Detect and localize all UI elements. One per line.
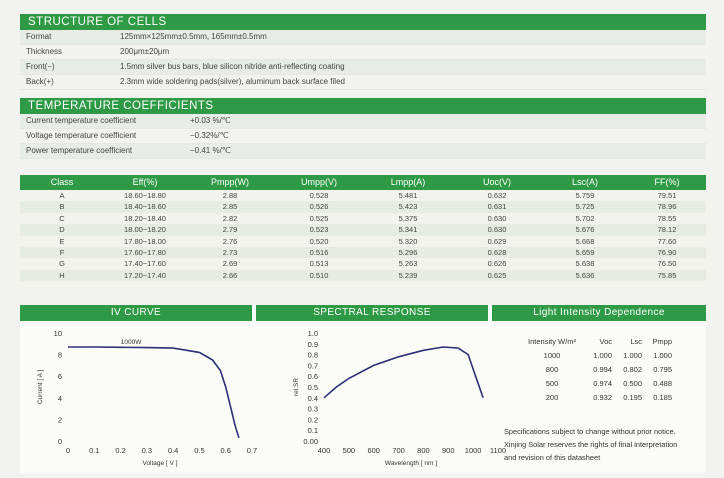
light-cell: 0.185 bbox=[653, 393, 672, 402]
structure-row bbox=[20, 30, 706, 45]
light-table-header bbox=[520, 335, 700, 349]
light-row bbox=[520, 349, 700, 363]
light-cell: 0.488 bbox=[653, 379, 672, 388]
class-header-cell: FF(%) bbox=[654, 177, 680, 187]
note-line: Xinjing Solar reserves the rights of final interpretation bbox=[504, 440, 678, 449]
light-cell: 500 bbox=[545, 379, 559, 388]
class-cell: 18.40−18.60 bbox=[124, 202, 166, 212]
class-header-cell: Eff(%) bbox=[132, 177, 158, 187]
light-cell: 1.000 bbox=[623, 351, 642, 360]
class-row bbox=[20, 201, 706, 212]
x-tick-label: 500 bbox=[342, 446, 356, 455]
class-cell: 5.636 bbox=[575, 270, 595, 280]
class-cell: 5.759 bbox=[575, 191, 595, 200]
x-tick-label: 700 bbox=[392, 446, 405, 455]
class-row bbox=[20, 247, 706, 258]
y-tick-label: 1.0 bbox=[307, 329, 318, 338]
class-cell: 5.320 bbox=[398, 236, 418, 246]
class-cell: 0.510 bbox=[309, 270, 329, 280]
structure-value: 125mm×125mm±0.5mm, 165mm±0.5mm bbox=[120, 32, 267, 41]
class-cell: G bbox=[59, 259, 65, 269]
y-tick-label: 0.6 bbox=[307, 372, 318, 382]
y-tick-label: 2 bbox=[57, 415, 62, 425]
y-tick-label: 6 bbox=[57, 372, 62, 382]
y-tick-label: 0.00 bbox=[303, 437, 318, 446]
class-cell: H bbox=[59, 270, 65, 280]
class-header-cell: Pmpp(W) bbox=[211, 177, 249, 187]
light-row bbox=[520, 377, 700, 391]
class-header-cell: Umpp(V) bbox=[300, 177, 337, 187]
y-tick-label: 10 bbox=[53, 329, 62, 338]
series-line bbox=[324, 347, 483, 398]
structure-key: Format bbox=[26, 32, 52, 41]
class-cell: 18.60−18.80 bbox=[124, 191, 166, 200]
class-row bbox=[20, 190, 706, 201]
structure-row bbox=[20, 45, 706, 60]
class-row bbox=[20, 213, 706, 224]
class-cell: 0.632 bbox=[487, 191, 507, 200]
class-cell: 0.628 bbox=[487, 247, 507, 257]
class-cell: 2.88 bbox=[222, 191, 238, 200]
light-cell: 200 bbox=[545, 393, 559, 402]
class-row bbox=[20, 270, 706, 281]
x-tick-label: 0.7 bbox=[246, 446, 258, 455]
class-header-cell: Class bbox=[50, 177, 74, 187]
class-cell: 0.516 bbox=[309, 247, 329, 257]
light-header-cell: Pmpp bbox=[652, 337, 672, 346]
class-row bbox=[20, 258, 706, 269]
structure-key: Front(−) bbox=[26, 62, 55, 71]
class-cell: B bbox=[59, 202, 65, 212]
class-cell: F bbox=[59, 247, 65, 257]
curve-label: 1000W bbox=[120, 339, 142, 347]
class-cell: 17.80−18.00 bbox=[124, 236, 166, 246]
light-cell: 0.500 bbox=[623, 379, 642, 388]
structure-value: 1.5mm silver bus bars, blue silicon nitride anti-reflecting coating bbox=[120, 62, 345, 71]
temperature-value: −0.41 %/℃ bbox=[190, 146, 231, 155]
class-cell: 5.423 bbox=[398, 202, 418, 212]
x-tick-label: 1000 bbox=[464, 446, 482, 455]
class-cell: 2.76 bbox=[222, 236, 238, 246]
class-cell: 0.523 bbox=[309, 225, 329, 235]
temperature-key: Current temperature coefficient bbox=[26, 116, 137, 125]
class-cell: 2.69 bbox=[222, 259, 238, 269]
class-cell: 5.659 bbox=[575, 247, 595, 257]
class-cell: 5.239 bbox=[398, 270, 418, 280]
class-table bbox=[20, 175, 706, 281]
class-cell: 17.60−17.80 bbox=[124, 247, 166, 257]
structure-value: 2.3mm wide soldering pads(silver), aluminum back surface filed bbox=[120, 77, 345, 86]
class-cell: 2.82 bbox=[222, 213, 238, 223]
temperature-key: Voltage temperature coefficient bbox=[26, 131, 137, 140]
x-tick-label: 900 bbox=[442, 446, 455, 455]
light-header-cell: Voc bbox=[599, 337, 612, 346]
temperature-row bbox=[20, 144, 706, 159]
class-cell: 0.625 bbox=[487, 270, 507, 280]
structure-title: STRUCTURE OF CELLS bbox=[20, 14, 706, 30]
light-cell: 800 bbox=[545, 365, 559, 374]
y-tick-label: 0.9 bbox=[307, 339, 318, 349]
x-tick-label: 0.4 bbox=[167, 446, 179, 455]
light-cell: 0.974 bbox=[593, 379, 612, 388]
y-tick-label: 8 bbox=[57, 350, 62, 360]
y-tick-label: 0.3 bbox=[307, 404, 318, 414]
light-cell: 0.994 bbox=[593, 365, 612, 374]
class-table-header bbox=[20, 175, 706, 190]
class-cell: 0.629 bbox=[487, 236, 507, 246]
y-tick-label: 4 bbox=[57, 393, 62, 403]
class-cell: 5.481 bbox=[398, 191, 418, 200]
y-tick-label: 0.2 bbox=[307, 415, 318, 425]
class-cell: 77.60 bbox=[657, 236, 677, 246]
class-cell: 18.00−18.20 bbox=[124, 225, 166, 235]
class-cell: 76.50 bbox=[657, 259, 677, 269]
class-cell: E bbox=[59, 236, 65, 246]
class-header-cell: Lsc(A) bbox=[571, 177, 598, 187]
class-cell: A bbox=[59, 191, 65, 200]
class-cell: 0.525 bbox=[309, 213, 329, 223]
y-tick-label: 0.4 bbox=[307, 393, 318, 403]
temperature-row bbox=[20, 129, 706, 144]
class-cell: 5.668 bbox=[575, 236, 595, 246]
spectral-title: SPECTRAL RESPONSE bbox=[256, 305, 488, 321]
class-cell: 0.526 bbox=[309, 202, 329, 212]
iv-curve-chart bbox=[20, 321, 260, 473]
class-cell: 0.520 bbox=[309, 236, 329, 246]
structure-key: Thickness bbox=[26, 47, 63, 56]
x-tick-label: 0.3 bbox=[141, 446, 153, 455]
structure-section bbox=[20, 14, 706, 90]
y-axis-label: rel.SR bbox=[293, 377, 300, 397]
structure-row bbox=[20, 75, 706, 90]
temperature-value: +0.03 %/℃ bbox=[190, 116, 231, 125]
class-cell: 5.263 bbox=[398, 259, 418, 269]
series-line bbox=[68, 347, 239, 438]
class-cell: 0.626 bbox=[487, 259, 507, 269]
light-row bbox=[520, 391, 700, 405]
class-cell: 17.40−17.60 bbox=[124, 259, 166, 269]
note-line: Specifications subject to change without prior notice. bbox=[504, 427, 676, 436]
light-cell: 1.000 bbox=[653, 351, 672, 360]
light-cell: 0.795 bbox=[653, 365, 672, 374]
class-cell: 0.630 bbox=[487, 213, 507, 223]
x-tick-label: 600 bbox=[367, 446, 380, 455]
light-intensity-table bbox=[520, 335, 700, 405]
y-tick-label: 0.5 bbox=[307, 383, 318, 392]
light-cell: 0.802 bbox=[623, 365, 642, 374]
class-cell: 79.51 bbox=[657, 191, 677, 200]
x-tick-label: 0 bbox=[65, 446, 71, 455]
class-cell: 2.85 bbox=[222, 202, 238, 212]
x-tick-label: 400 bbox=[317, 446, 331, 455]
class-cell: 0.528 bbox=[309, 191, 329, 200]
class-cell: 17.20−17.40 bbox=[124, 270, 166, 280]
class-cell: 2.73 bbox=[222, 247, 238, 257]
class-cell: 5.375 bbox=[398, 213, 418, 223]
x-tick-label: 0.6 bbox=[220, 446, 231, 455]
class-header-cell: Lmpp(A) bbox=[390, 177, 426, 187]
charts-panel bbox=[20, 305, 706, 473]
light-cell: 0.195 bbox=[623, 393, 642, 402]
temperature-row bbox=[20, 114, 706, 129]
y-tick-label: 0.8 bbox=[307, 350, 318, 360]
temperature-key: Power temperature coefficient bbox=[26, 146, 133, 155]
y-tick-label: 0 bbox=[57, 437, 62, 446]
x-tick-label: 0.2 bbox=[115, 446, 126, 455]
class-cell: 5.676 bbox=[575, 225, 595, 235]
x-tick-label: 0.1 bbox=[89, 446, 100, 455]
structure-row bbox=[20, 60, 706, 75]
iv-curve-title: IV CURVE bbox=[20, 305, 252, 321]
class-cell: 5.638 bbox=[575, 259, 595, 269]
note-line: and revision of this datasheet bbox=[504, 453, 601, 462]
class-header-cell: Uoc(V) bbox=[482, 177, 511, 187]
class-cell: 78.96 bbox=[657, 202, 677, 212]
class-row bbox=[20, 236, 706, 247]
light-header-cell: Lsc bbox=[630, 337, 642, 346]
class-cell: 0.631 bbox=[487, 202, 507, 212]
class-cell: D bbox=[59, 225, 65, 235]
temperature-title: TEMPERATURE COEFFICIENTS bbox=[20, 98, 706, 114]
temperature-value: −0.32%/℃ bbox=[190, 131, 229, 140]
class-cell: 75.85 bbox=[657, 270, 677, 280]
class-cell: C bbox=[59, 213, 65, 223]
class-cell: 5.341 bbox=[398, 225, 418, 235]
x-tick-label: 1100 bbox=[489, 446, 507, 455]
class-cell: 18.20−18.40 bbox=[124, 213, 166, 223]
class-cell: 2.79 bbox=[222, 225, 238, 235]
light-row bbox=[520, 363, 700, 377]
y-axis-label: Current [ A ] bbox=[37, 369, 44, 405]
structure-key: Back(+) bbox=[26, 77, 54, 86]
class-cell: 5.296 bbox=[398, 247, 418, 257]
class-cell: 5.725 bbox=[575, 202, 595, 212]
light-title: Light Intensity Dependence bbox=[492, 305, 706, 321]
y-tick-label: 0.1 bbox=[307, 426, 318, 436]
temperature-section bbox=[20, 98, 706, 159]
spectral-chart bbox=[260, 321, 507, 473]
class-cell: 78.12 bbox=[657, 225, 677, 235]
x-axis-label: Voltage [ V ] bbox=[142, 460, 178, 467]
class-cell: 2.66 bbox=[222, 270, 238, 280]
notes bbox=[504, 425, 704, 464]
x-tick-label: 0.5 bbox=[194, 446, 205, 455]
light-header-cell: Intensity W/m² bbox=[528, 337, 576, 346]
y-tick-label: 0.7 bbox=[307, 361, 318, 371]
x-tick-label: 800 bbox=[417, 446, 430, 455]
class-cell: 78.55 bbox=[657, 213, 677, 223]
light-cell: 0.932 bbox=[593, 393, 612, 402]
class-cell: 5.702 bbox=[575, 213, 595, 223]
class-row bbox=[20, 224, 706, 235]
x-axis-label: Wavelength [ nm ] bbox=[384, 460, 438, 467]
light-cell: 1.000 bbox=[593, 351, 612, 360]
class-cell: 0.513 bbox=[309, 259, 329, 269]
class-cell: 0.630 bbox=[487, 225, 507, 235]
light-cell: 1000 bbox=[543, 351, 561, 360]
structure-value: 200μm±20μm bbox=[120, 47, 170, 56]
class-cell: 76.90 bbox=[657, 247, 677, 257]
